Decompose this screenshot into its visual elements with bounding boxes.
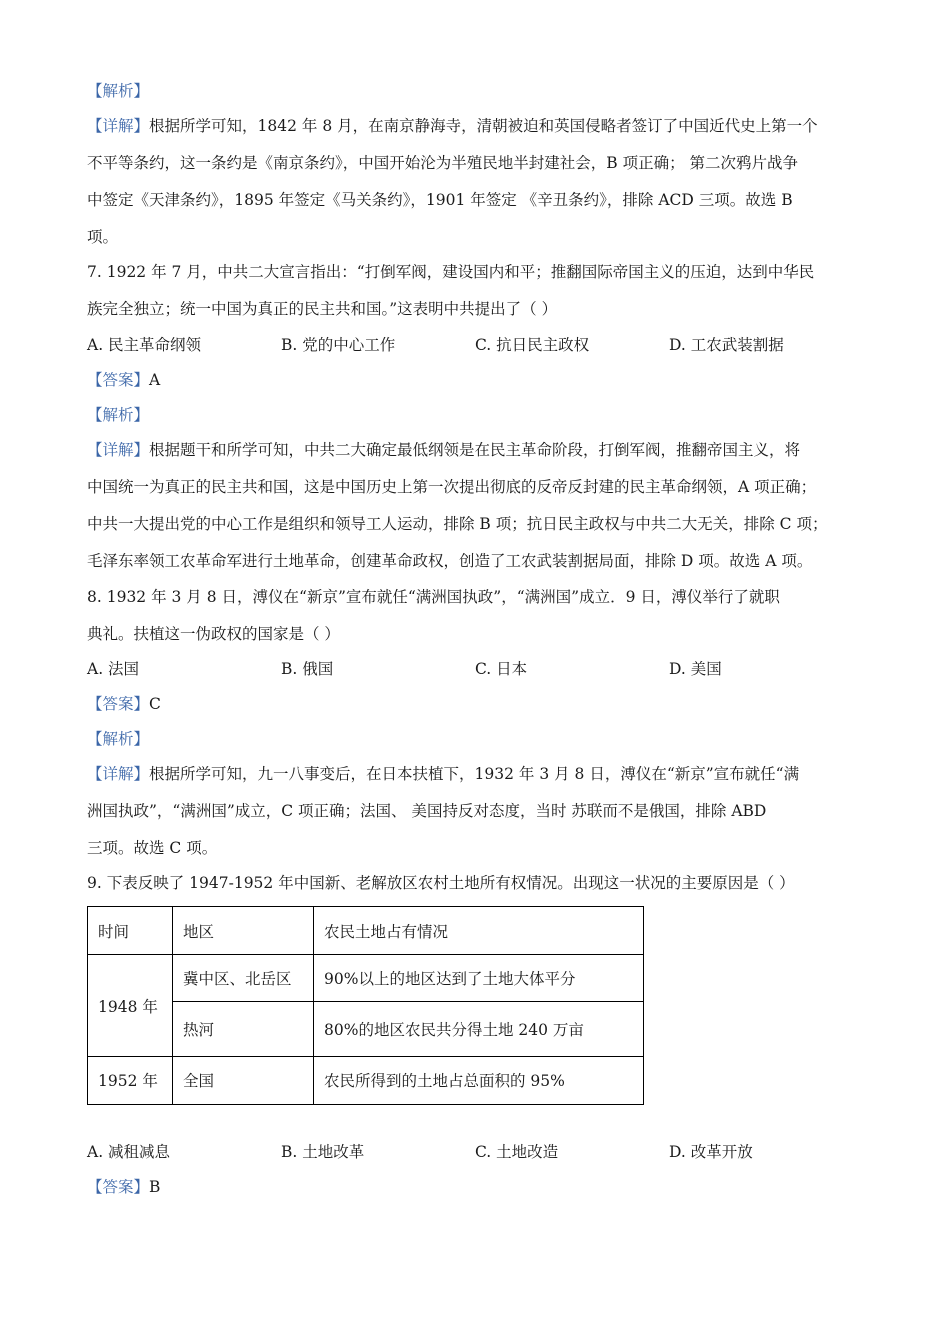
table-row	[88, 1057, 644, 1105]
q8-detail-line-1: 【详解】根据所学可知，九一八事变后，在日本扶植下，1932 年 3 月 8 日，溥仪在“新京”宣布就任“满	[87, 765, 800, 783]
detail-tag: 【详解】	[87, 441, 150, 459]
q8-option-c: C. 日本	[475, 660, 528, 678]
answer-tag: 【答案】	[87, 1178, 150, 1196]
answer-value: B	[149, 1178, 161, 1196]
analysis-tag: 【解析】	[87, 82, 150, 100]
analysis-tag: 【解析】	[87, 406, 150, 424]
header-cell-time: 时间	[88, 907, 173, 955]
detail-tag: 【详解】	[87, 117, 150, 135]
q8-detail-line-3: 三项。故选 C 项。	[87, 839, 218, 857]
q7-detail-line-1: 【详解】根据题干和所学可知，中共二大确定最低纲领是在民主革命阶段，打倒军阀，推翻帝国主义，将	[87, 441, 801, 459]
q7-analysis-heading	[87, 405, 149, 425]
land-ownership-table	[87, 906, 644, 1105]
q7-option-b: B. 党的中心工作	[281, 336, 396, 354]
q9-option-c: C. 土地改造	[475, 1143, 559, 1161]
desc-cell: 农民所得到的土地占总面积的 95%	[314, 1057, 644, 1105]
q9-option-d: D. 改革开放	[669, 1143, 753, 1161]
q6-detail-line-4: 项。	[87, 228, 119, 246]
region-cell: 全国	[173, 1057, 314, 1105]
region-cell: 冀中区、北岳区	[173, 955, 314, 1002]
q7-detail-line-4: 毛泽东率领工农革命军进行土地革命，创建革命政权，创造了工农武装割据局面，排除 D 项。故选 A 项。	[87, 552, 813, 570]
q6-detail-line-3: 中签定《天津条约》，1895 年签定《马关条约》，1901 年签定 《辛丑条约》，排除 ACD 三项。故选 B	[87, 191, 793, 209]
q9-stem: 9. 下表反映了 1947-1952 年中国新、老解放区农村土地所有权情况。出现这一状况的主要原因是（ ）	[87, 874, 795, 892]
region-cell: 热河	[173, 1002, 314, 1057]
q8-detail-line-2: 洲国执政”，“满洲国”成立，C 项正确；法国、 美国持反对态度，当时 苏联而不是俄国，排除 ABD	[87, 802, 767, 820]
q7-detail-line-3: 中共一大提出党的中心工作是组织和领导工人运动，排除 B 项；抗日民主政权与中共二大无关，排除 C 项；	[87, 515, 828, 533]
desc-cell: 90%以上的地区达到了土地大体平分	[314, 955, 644, 1002]
table-row	[88, 955, 644, 1002]
q9-option-b: B. 土地改革	[281, 1143, 365, 1161]
analysis-tag: 【解析】	[87, 730, 150, 748]
table-header-row	[88, 907, 644, 955]
answer-tag: 【答案】	[87, 695, 150, 713]
q8-answer	[87, 694, 161, 714]
q7-stem-line-2: 族完全独立；统一中国为真正的民主共和国。”这表明中共提出了（ ）	[87, 300, 558, 318]
q8-option-b: B. 俄国	[281, 660, 334, 678]
q7-stem-line-1: 7. 1922 年 7 月，中共二大宣言指出：“打倒军阀，建设国内和平；推翻国际帝国主义的压迫，达到中华民	[87, 263, 815, 281]
q8-option-a: A. 法国	[87, 660, 140, 678]
detail-tag: 【详解】	[87, 765, 150, 783]
q8-stem-line-2: 典礼。扶植这一伪政权的国家是（ ）	[87, 625, 340, 643]
q7-option-a: A. 民主革命纲领	[87, 336, 202, 354]
q7-option-d: D. 工农武装割据	[669, 336, 784, 354]
q7-option-c: C. 抗日民主政权	[475, 336, 590, 354]
q9-option-a: A. 减租减息	[87, 1143, 171, 1161]
q7-detail-line-2: 中国统一为真正的民主共和国，这是中国历史上第一次提出彻底的反帝反封建的民主革命纲领，A 项正确；	[87, 478, 817, 496]
q8-analysis-heading	[87, 729, 149, 749]
q8-option-d: D. 美国	[669, 660, 722, 678]
answer-tag: 【答案】	[87, 371, 150, 389]
q7-answer	[87, 370, 160, 390]
desc-cell: 80%的地区农民共分得土地 240 万亩	[314, 1002, 644, 1057]
answer-value: C	[149, 695, 161, 713]
header-cell-region: 地区	[173, 907, 314, 955]
year-cell-1952: 1952 年	[88, 1057, 173, 1105]
q8-stem-line-1: 8. 1932 年 3 月 8 日，溥仪在“新京”宣布就任“满洲国执政”，“满洲国”成立．9 日，溥仪举行了就职	[87, 588, 780, 606]
q6-analysis-heading	[87, 81, 149, 101]
year-cell-1948: 1948 年	[88, 955, 173, 1057]
q6-detail-line-2: 不平等条约，这一条约是《南京条约》，中国开始沦为半殖民地半封建社会，B 项正确； 第二次鸦片战争	[87, 154, 798, 172]
answer-value: A	[149, 371, 161, 389]
header-cell-land: 农民土地占有情况	[314, 907, 644, 955]
q6-detail-line-1: 【详解】根据所学可知，1842 年 8 月，在南京静海寺，清朝被迫和英国侵略者签订了中国近代史上第一个	[87, 117, 818, 135]
q9-answer	[87, 1177, 160, 1197]
